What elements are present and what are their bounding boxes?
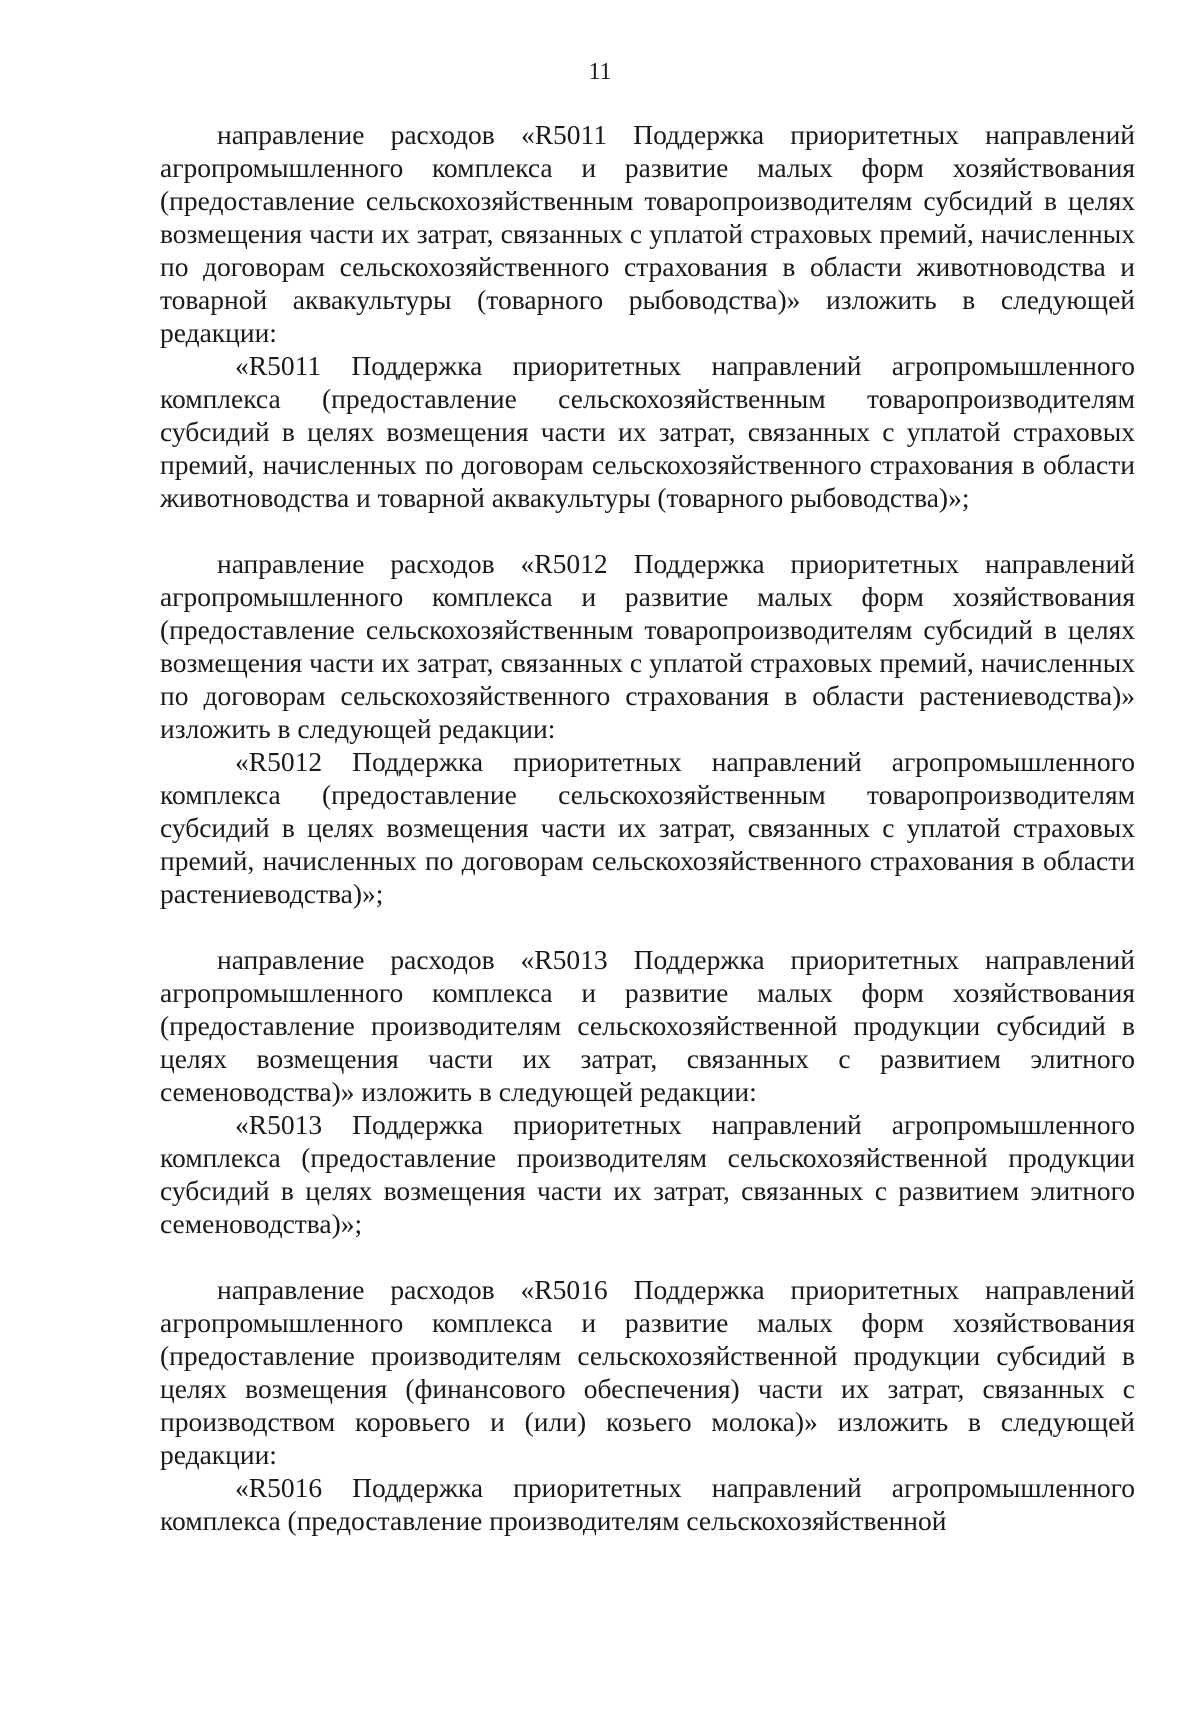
amendment-new-text: «R5013 Поддержка приоритетных направлений агропромышленного комплекса (предоставление производителям сельскохозяйственной продукции субсидий в целях возмещения части их затрат, связанных с развитием элитного семеноводства)»; <box>160 1109 1135 1239</box>
amendment-block-r5011 <box>160 118 1135 514</box>
amendment-new-text: «R5016 Поддержка приоритетных направлений агропромышленного комплекса (предоставление производителям сельскохозяйственной <box>160 1472 1135 1536</box>
amendment-directive: направление расходов «R5012 Поддержка приоритетных направлений агропромышленного комплекса и развитие малых форм хозяйствования (предоставление сельскохозяйственным товаропроизводителям субсидий в целях возмещения части их затрат, связанных с уплатой страховых премий, начисленных по договорам сельскохозяйственного страхования в области растениеводства)» изложить в следующей редакции: <box>160 548 1135 744</box>
amendment-block-r5013 <box>160 943 1135 1240</box>
page-number: 11 <box>588 59 612 85</box>
amendment-block-r5012 <box>160 547 1135 910</box>
document-body <box>160 118 1135 1537</box>
amendment-directive: направление расходов «R5011 Поддержка приоритетных направлений агропромышленного комплекса и развитие малых форм хозяйствования (предоставление сельскохозяйственным товаропроизводителям субсидий в целях возмещения части их затрат, связанных с уплатой страховых премий, начисленных по договорам сельскохозяйственного страхования в области животноводства и товарной аквакультуры (товарного рыбоводства)» изложить в следующей редакции: <box>160 119 1135 348</box>
amendment-directive: направление расходов «R5016 Поддержка приоритетных направлений агропромышленного комплекса и развитие малых форм хозяйствования (предоставление производителям сельскохозяйственной продукции субсидий в целях возмещения (финансового обеспечения) части их затрат, связанных с производством коровьего и (или) козьего молока)» изложить в следующей редакции: <box>160 1274 1135 1470</box>
amendment-directive: направление расходов «R5013 Поддержка приоритетных направлений агропромышленного комплекса и развитие малых форм хозяйствования (предоставление производителям сельскохозяйственной продукции субсидий в целях возмещения части их затрат, связанных с развитием элитного семеноводства)» изложить в следующей редакции: <box>160 944 1135 1107</box>
amendment-new-text: «R5012 Поддержка приоритетных направлений агропромышленного комплекса (предоставление сельскохозяйственным товаропроизводителям субсидий в целях возмещения части их затрат, связанных с уплатой страховых премий, начисленных по договорам сельскохозяйственного страхования в области растениеводства)»; <box>160 746 1135 909</box>
amendment-new-text: «R5011 Поддержка приоритетных направлений агропромышленного комплекса (предоставление сельскохозяйственным товаропроизводителям субсидий в целях возмещения части их затрат, связанных с уплатой страховых премий, начисленных по договорам сельскохозяйственного страхования в области животноводства и товарной аквакультуры (товарного рыбоводства)»; <box>160 350 1135 513</box>
amendment-block-r5016 <box>160 1273 1135 1537</box>
